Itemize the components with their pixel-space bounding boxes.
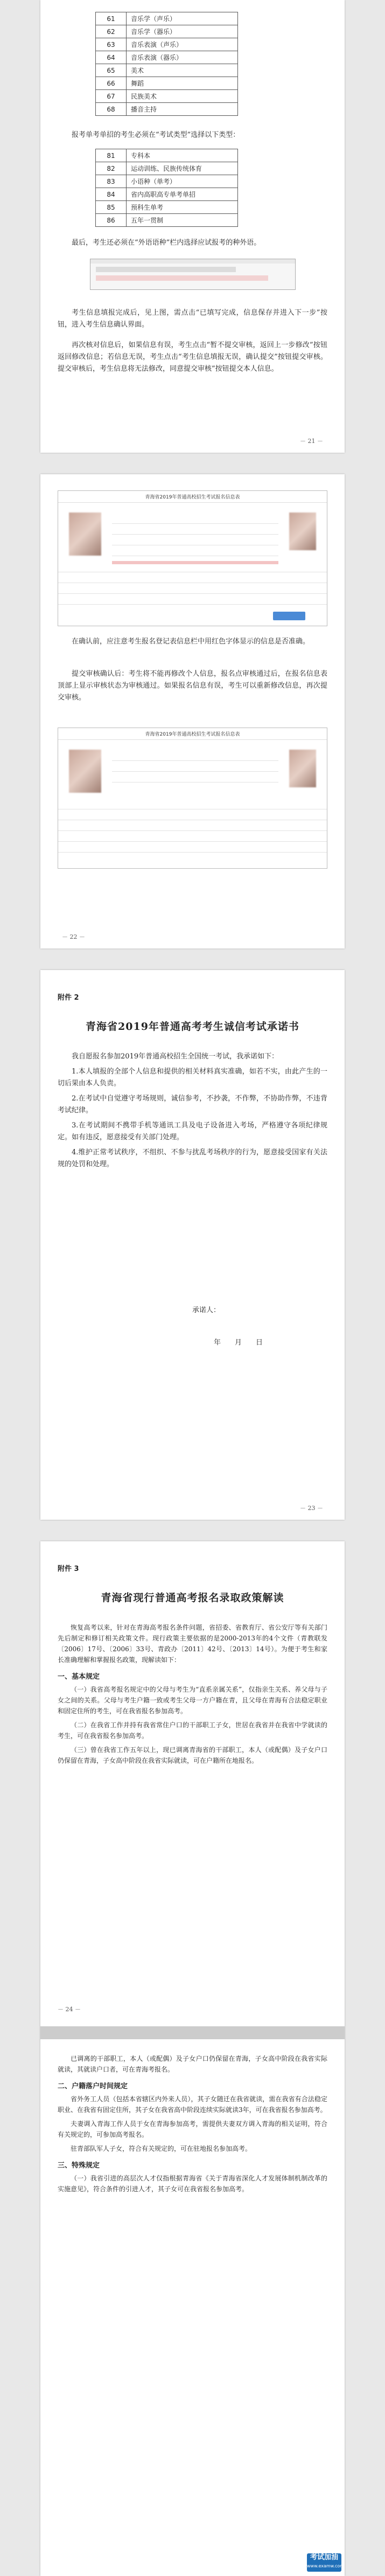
registration-form-screenshot-1 (58, 490, 327, 626)
continued-paragraph: 已调离的干部职工，本人（或配偶）及子女户口仍保留在青海，子女高中阶段在我省实际就读，其就读户口者，可在青海考报名。 (58, 2055, 327, 2073)
pledge-item-4: 4.维护正常考试秩序，不组织、不参与扰乱考场秩序的行为，愿意接受国家有关法规的处罚和处理。 (58, 1148, 327, 1168)
verify-paragraph: 在确认前，应注意考生报名登记表信息栏中用红色字体显示的信息是否准确。 (72, 638, 310, 646)
section-special-rules: 三、特殊规定 (58, 2162, 100, 2170)
registration-form-screenshot-2 (58, 728, 327, 869)
signature-label: 承诺人： (192, 1306, 221, 1314)
exam-type-row (96, 201, 238, 214)
applicant-photo-3 (69, 750, 101, 793)
page-number: － 24 － (58, 2006, 81, 2013)
subject-code: 63 (96, 38, 127, 51)
page-number: － 21 － (300, 438, 323, 445)
subject-row (96, 64, 238, 77)
exam-type-name: 预科生单考 (127, 201, 238, 214)
page-number: － 22 － (62, 933, 85, 940)
subject-row (96, 103, 238, 116)
exam-type-row (96, 175, 238, 188)
exam-type-row (96, 214, 238, 227)
exam-type-code: 84 (96, 188, 127, 201)
subject-row (96, 77, 238, 90)
subject-name: 音乐表演（声乐） (127, 38, 238, 51)
exam-type-name: 运动训练、民族传统体育 (127, 162, 238, 175)
household-rule-3: 驻青部队军人子女，符合有关规定的，可在驻地报名参加高考。 (71, 2145, 252, 2152)
exam-type-name: 专科本 (127, 149, 238, 162)
foreign-language-note: 最后，考生还必须在“外语语种”栏内选择应试报考的种外语。 (72, 239, 261, 247)
policy-intro: 恢复高考以来，针对在青海高考报名条件问题，省招委、省教育厅、省公安厅等有关部门先后制定和修订相关政策文件。现行政策主要依据的是2000-2013年的4个文件（青教联发〔2006〕17号、〔2006〕33号、青政办〔2011〕42号、〔2013〕14号）。为便于考生和家长准确理解和掌握报名政策，现解读如下： (58, 1624, 327, 1664)
subject-name: 舞蹈 (127, 77, 238, 90)
document-page-22 (40, 474, 345, 948)
exam-type-code: 86 (96, 214, 127, 227)
subject-name: 音乐学（器乐） (127, 25, 238, 38)
exam-type-table (95, 149, 238, 227)
document-page-23 (40, 970, 345, 1520)
exam-type-intro: 报考单考单招的考生必须在“考试类型”选择以下类型： (72, 131, 240, 139)
subject-name: 美术 (127, 64, 238, 77)
annex-label: 附件 3 (58, 1565, 79, 1573)
section-basic-rules: 一、基本规定 (58, 1673, 100, 1681)
after-submit-paragraph: 提交审核确认后：考生将不能再修改个人信息，报名点审核通过后，在报名信息表顶部上显示审核状态为审核通过。如果报名信息有误，考生可以重新修改信息，再次提交审核。 (58, 670, 327, 702)
basic-rule-1: （一）我省高考报名规定中的父母与考生为“直系亲属关系”，仅指亲生关系、养父母与子女之间的关系。父母与考生户籍一致或考生父母一方户籍在青，且父母在青海有合法稳定职业和固定住所的考生，可在我省报名参加高考。 (58, 1686, 327, 1715)
annex-label: 附件 2 (58, 994, 79, 1002)
pledge-intro: 我自愿报名参加2019年普通高校招生全国统一考试，我承诺如下： (72, 1052, 279, 1061)
subject-code: 62 (96, 25, 127, 38)
policy-title: 青海省现行普通高考报名录取政策解读 (101, 1592, 284, 1604)
subject-name: 民族美术 (127, 90, 238, 103)
applicant-photo (69, 513, 101, 556)
subject-row (96, 12, 238, 25)
subject-code: 68 (96, 103, 127, 116)
watermark-text: 考试加油 (310, 2553, 338, 2561)
exam-type-name: 小语种（单考） (127, 175, 238, 188)
subject-name: 音乐表演（器乐） (127, 51, 238, 64)
form-title: 青海省2019年普通高校招生考试报名信息表 (58, 491, 327, 503)
basic-rule-2: （二）在我省工作并持有我省常住户口的干部职工子女，世居在我省并在我省中学就读的考生，可在我省报名参加高考。 (58, 1721, 327, 1740)
subject-row (96, 51, 238, 64)
household-rule-1: 省外务工人员（包括本省辖区内外来人员），其子女随迁在我省就读，需在我省有合法稳定职业、在我省有固定住所，其子女在我省高中阶段连续实际就读3年，可在我省报名参加高考。 (58, 2095, 327, 2114)
applicant-photo-4 (289, 750, 316, 787)
exam-type-name: 五年一贯制 (127, 214, 238, 227)
confirm-paragraph-1: 考生信息填报完成后，见上图，需点击“已填写完成，信息保存并进入下一步”按钮，进入考生信息确认界面。 (58, 309, 327, 329)
exam-type-row (96, 149, 238, 162)
subject-code: 61 (96, 12, 127, 25)
exam-type-code: 81 (96, 149, 127, 162)
section-household-rules: 二、户籍落户时间规定 (58, 2082, 128, 2090)
exam-type-code: 82 (96, 162, 127, 175)
highlighted-row (112, 561, 278, 564)
subject-code: 66 (96, 77, 127, 90)
form-title-2: 青海省2019年普通高校招生考试报名信息表 (58, 728, 327, 740)
basic-rule-3: （三）曾在我省工作五年以上，现已调离青海省的干部职工，本人（或配偶）及子女户口仍保留在青海，子女高中阶段在我省实际就读，可在户籍所在地报名。 (58, 1746, 327, 1764)
pledge-item-1: 1.本人填报的全部个人信息和提供的相关材料真实准确，如若不实，由此产生的一切后果由本人负责。 (58, 1068, 327, 1088)
exam-type-row (96, 162, 238, 175)
pledge-item-2: 2.在考试中自觉遵守考场规则，诚信参考，不抄袭，不作弊，不协助作弊，不违背考试纪律。 (58, 1095, 327, 1114)
pledge-title: 青海省2019年普通高考考生诚信考试承诺书 (86, 1021, 299, 1033)
subject-row (96, 90, 238, 103)
subject-name: 播音主持 (127, 103, 238, 116)
document-page-24 (40, 1541, 345, 2576)
date-label: 年 月 日 (214, 1339, 263, 1347)
applicant-photo-2 (289, 513, 316, 550)
household-rule-2: 夫妻调入青海工作人员于女在青海参加高考，需提供夫妻双方调入青海的相关证明，符合有关规定的，可参加高考报名。 (58, 2120, 327, 2138)
exam-type-code: 83 (96, 175, 127, 188)
subject-code: 67 (96, 90, 127, 103)
document-page-21 (40, 0, 345, 453)
page-break (40, 2026, 345, 2039)
pledge-item-3: 3.在考试期间不携带手机等通讯工具及电子设备进入考场，严格遵守各项纪律规定。如有违反，愿意接受有关部门处理。 (58, 1121, 327, 1141)
page-number: － 23 － (300, 1505, 323, 1512)
watermark-url: www.examw.com (307, 2564, 345, 2568)
special-rule-1: （一）我省引进的高层次人才仅指根据青海省《关于青海省深化人才发展体制机制改革的实施意见》，符合条件的引进人才，其子女可在我省报名参加高考。 (58, 2175, 327, 2193)
subject-code: 65 (96, 64, 127, 77)
exam-type-code: 85 (96, 201, 127, 214)
subject-name: 音乐学（声乐） (127, 12, 238, 25)
subject-row (96, 38, 238, 51)
subject-code: 64 (96, 51, 127, 64)
exam-type-row (96, 188, 238, 201)
confirm-paragraph-2: 再次核对信息后，如果信息有误，考生点击“暂不提交审核，返回上一步修改”按钮返回修改信息；若信息无误，考生点击“考生信息填报无误，确认提交”按钮提交审核。提交审核后，考生信息将无法修改，同意提交审核”按钮提交本人信息。 (58, 341, 327, 373)
subject-code-table (95, 12, 238, 116)
confirm-button (273, 612, 305, 620)
exam-type-name: 省内高职高专单考单招 (127, 188, 238, 201)
subject-row (96, 25, 238, 38)
site-watermark-logo (307, 2553, 345, 2572)
submit-screenshot (90, 259, 296, 290)
